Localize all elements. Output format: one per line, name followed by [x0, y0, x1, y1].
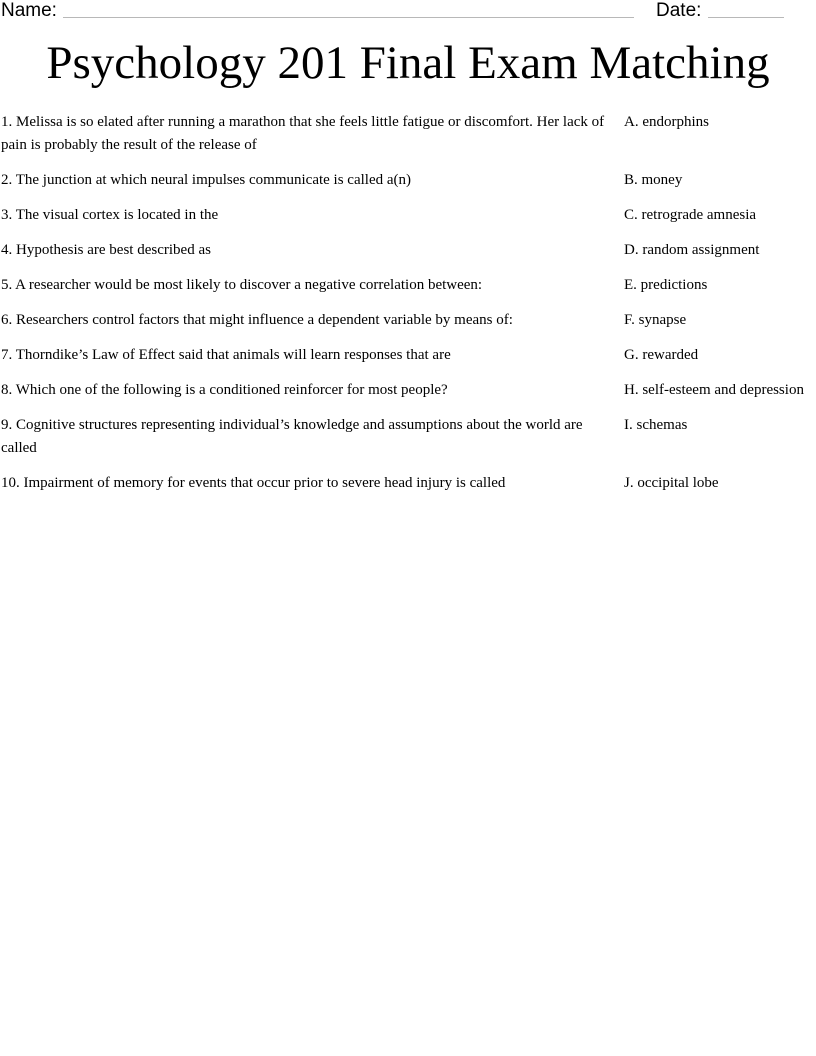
question-3: 3. The visual cortex is located in the: [1, 207, 219, 223]
name-label: Name:: [1, 0, 57, 21]
question-6: 6. Researchers control factors that might influence a dependent variable by means of:: [1, 312, 513, 328]
question-9: 9. Cognitive structures representing individual’s knowledge and assumptions about the world are called: [1, 417, 583, 456]
question-2: 2. The junction at which neural impulses communicate is called a(n): [1, 172, 412, 188]
question-4: 4. Hypothesis are best described as: [1, 242, 211, 258]
matching-row: [0, 472, 816, 495]
matching-row: [0, 111, 816, 157]
answer-g: G. rewarded: [624, 347, 699, 363]
date-blank-line: [708, 17, 784, 18]
matching-row: [0, 204, 816, 227]
matching-row: [0, 309, 816, 332]
answer-i: I. schemas: [624, 417, 688, 433]
matching-row: [0, 414, 816, 460]
answer-a: A. endorphins: [624, 114, 709, 130]
question-7: 7. Thorndike’s Law of Effect said that animals will learn responses that are: [1, 347, 451, 363]
answer-b: B. money: [624, 172, 683, 188]
page-title: Psychology 201 Final Exam Matching: [46, 37, 770, 89]
name-blank-line: [63, 17, 634, 18]
question-1: 1. Melissa is so elated after running a marathon that she feels little fatigue or discomfort. Her lack of pain is probably the result of the release of: [1, 114, 605, 153]
matching-row: [0, 344, 816, 367]
matching-row: [0, 169, 816, 192]
matching-row: [0, 239, 816, 262]
matching-list: [0, 111, 816, 507]
answer-f: F. synapse: [624, 312, 687, 328]
matching-row: [0, 274, 816, 297]
question-5: 5. A researcher would be most likely to discover a negative correlation between:: [1, 277, 483, 293]
matching-row: [0, 379, 816, 402]
question-10: 10. Impairment of memory for events that occur prior to severe head injury is called: [1, 475, 506, 491]
answer-e: E. predictions: [624, 277, 708, 293]
answer-j: J. occipital lobe: [624, 475, 719, 491]
answer-d: D. random assignment: [624, 242, 760, 258]
answer-c: C. retrograde amnesia: [624, 207, 757, 223]
header: [0, 0, 816, 22]
answer-h: H. self-esteem and depression: [624, 382, 804, 398]
question-8: 8. Which one of the following is a conditioned reinforcer for most people?: [1, 382, 448, 398]
date-label: Date:: [656, 0, 702, 21]
